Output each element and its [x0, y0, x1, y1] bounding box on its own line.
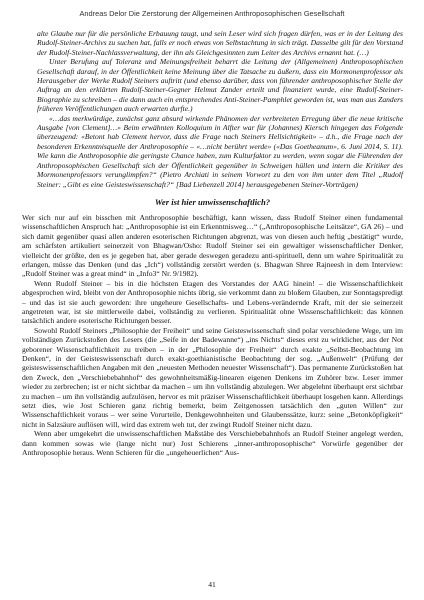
section-heading: Wer ist hier unwissenschaftlich?: [154, 196, 271, 207]
body-paragraph-3: Sowohl Rudolf Steiners „Philosophie der Freiheit“ und seine Geisteswissenschaft sind polar verschiedene Wege, um im vollständigen Zurückstoßen des Lesers (die „Seife in der Badewanne“) „ins Nichts“ dieses erst zu wirklicher, aus der Not geborener Wissenschaftlichkeit zu treiben – in der „Philosophie der Freiheit“ durch exakte „Selbst-Beobachtung im Denken“, in der Geisteswissenschaft durch exakt-goethianistische Beobachtung der sog. „Außenwelt“ (Prüfung der geisteswissenschaftlichen Angaben mit den „neuesten Methoden neuester Wissenschaft“). Das permanente Zurückstoßen hat den Zweck, den „Verschiebebahnhof“ des gewohnheitsmäßig-linearen eigenen Denkens im Zuhörer bzw. Leser immer wieder zu zerbrechen; ist er nicht sichtbar da machen – um ihn vollständig abzulegen. Wer abgelehnt überhaupt erst sichtbar zu machen – um ihn vollständig aufzulösen, hervor es mit präziser Wissenschaftlichkeit überhaupt losgehen kann. Allerdings setzt dies, wie Jost Schieren ganz richtig bemerkt, beim Zeitgenossen tatsächlich den „guten Willen“ zur Wissenschaftlichkeit voraus – wer seine Vorurteile, Denkgewohnheiten und Glaubenssätze, kurz: seine „Betonköpfigkeit“ nicht in Salzsäure auflösen will, wird das extrem weh tut, der zwingt Rudolf Steiner nicht dazu.: [22, 325, 403, 429]
body-paragraph-2: Wenn Rudolf Steiner – bis in die höchsten Etagen des Vorstandes der AAG hinein! – die Wissenschaftlichkeit abgesprochen wird, bleibt von der Anthroposophie nichts übrig, sie verkommt dann zu bloßem Glauben, zur Sonntagspredigt – und das ist sie auch geworden: ihre ungeheure Gesellschafts- und Lebens-verändernde Kraft, mit der sie seinerzeit angetreten war, ist sie mittlerweile dabei, vollständig zu verlieren. Spiritualität ohne Wissenschaftlichkeit: das können tatsächlich andere esoterische Richtungen besser.: [22, 278, 403, 326]
running-head: Andreas Delor Die Zerstorung der Allgemeinen Anthroposophischen Gesellschaft: [79, 9, 345, 18]
body-paragraph-1: Wer sich nur auf ein bisschen mit Anthroposophie beschäftigt, kann wissen, dass Rudolf Steiner einen fundamental wissenschaftlichen Anspruch hat: „Anthroposophie ist ein Erkenntnisweg…“ („Anthroposophische Leitsätze“, GA 26) – und sich damit gegenüber quasi allen anderen esoterischen Richtungen abgrenzt, was von diesen auch heftig „bestätigt“ wurde, am schärfsten artikuliert seinerzeit von Bhagwan/Osho: Rudolf Steiner sei ein gewaltiger wissenschaftlicher Denker, vielleicht der größte, den es je gegeben hat, aber gerade deswegen geradezu anti-spirituell, denn um wahre Spiritualität zu erlangen, müsse das Denken (und das „Ich“) vollständig zerstört werden (s. Bhagwan Shree Rajneesh in dem Interview: „Rudolf Steiner was a great mind“ in „Info3“ Nr. 9/1982).: [22, 212, 403, 279]
quote-paragraph-1: alte Glaube nur für die persönliche Erbauung taugt, und sein Leser wird sich fragen dürfen, was er in der Leitung des Rudolf-Steiner-Archivs zu suchen hat, falls er noch etwas von Selbstachtung in sich trägt. Dasselbe gilt für den Vorstand der Rudolf-Steiner-Nachlassverwaltung, der ihn als Gleichgesinnten zum Leiter des Archivs ernannt hat. (…): [37, 29, 403, 57]
quote-paragraph-2: Unter Berufung auf Toleranz und Meinungsfreiheit beharrt die Leitung der (Allgemeinen) Anthroposophischen Gesellschaft darauf, in der Öffentlichkeit keine Meinung über die Tatsache zu äußern, dass ein Mormonenprofessor als Herausgeber der Werke Rudolf Steiners auftritt (und ebenso darüber, dass von führender anthroposophischer Stelle der Auftrag an den erklärten Rudolf-Steiner-Gegner Helmut Zander erteilt und finanziert wurde, eine Rudolf-Steiner-Biographie zu schreiben – die dann auch ein entsprechendes Anti-Steiner-Pamphlet geworden ist, was man aus Zanders früheren Veröffentlichungen auch erwarten durfte.): [37, 57, 403, 114]
body-paragraph-4: Wenn aber umgekehrt die unwissenschaftlichen Maßstäbe des Verschiebebahnhofs an Rudolf Steiner angelegt werden, dann kommen sowas wie (lange nicht nur) Jost Schierens „inner-anthroposophische“ Vorwürfe gegenüber der Anthroposophie heraus. Wenn Schieren für die „ungeheuerlichen“ Aus-: [22, 429, 403, 458]
page-number: 41: [208, 580, 216, 589]
body-text: [22, 29, 403, 457]
quote-paragraph-3: «…das merkwürdige, zunächst ganz absurd wirkende Phänomen der verbreiteten Erregung über die neue kritische Ausgabe [von Clement]…» Beim erwähnten Kolloquium in Alfter war für (Johannes) Kiersch hingegen das Folgende überzeugend: «Betont hab Clement hervor, dass die Frage nach Steiners Hellsichtigkeit» – d.h., die Frage nach der besonderen Erkenntnisquelle der Anthroposophie – «…nicht berührt werde» («Das Goetheanum», 6. Juni 2014, S. 11). Wie kann die Anthroposophie die geringste Chance haben, zum Kulturfaktor zu werden, wenn sogar die Führenden der Anthroposophischen Gesellschaft sich der Öffentlichkeit gegenüber in Schweigen hüllen und intern die Kritiker des Mormonenprofessors verunglimpfen?“ (Pietro Archiati in seinem Vorwort zu den von ihm unter dem Titel „Rudolf Steiner: „Gibt es eine Geisteswissenschaft?“ [Bad Liebenzell 2014] herausgegebenen Steiner-Vorträgen): [37, 113, 403, 189]
